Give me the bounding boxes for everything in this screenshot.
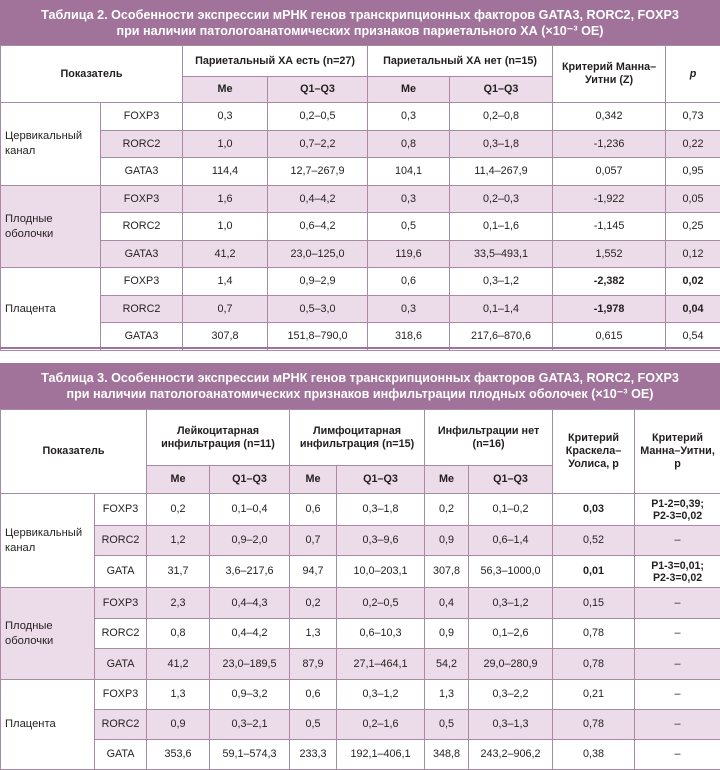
- p-cell: 0,73: [666, 103, 720, 131]
- me-cell: 1,3: [147, 680, 210, 710]
- gene-cell: GATA3: [101, 323, 183, 351]
- gene-cell: GATA: [95, 556, 147, 588]
- q-cell: 23,0–125,0: [268, 241, 368, 268]
- t2-header-me1: Me: [183, 77, 268, 103]
- me-cell: 353,6: [147, 740, 210, 770]
- kw-cell: 0,01: [553, 556, 635, 588]
- z-cell: -1,978: [553, 296, 666, 323]
- table-2-bottom-rule: [0, 347, 720, 349]
- p-cell: 0,02: [666, 268, 720, 296]
- table-3-caption-line2: при наличии патологоанатомических признаков инфильтрации плодных оболочек (×10⁻³ ОЕ): [8, 386, 712, 402]
- q-cell: 0,3–1,2: [450, 268, 553, 296]
- t3-header-q2: Q1–Q3: [337, 466, 425, 494]
- t2-header-q2: Q1–Q3: [450, 77, 553, 103]
- table-2-grid: [0, 45, 720, 351]
- gene-cell: FOXP3: [95, 680, 147, 710]
- me-cell: 0,5: [290, 710, 337, 740]
- table-row: [1, 213, 720, 241]
- q-cell: 59,1–574,3: [210, 740, 290, 770]
- me-cell: 0,9: [425, 619, 469, 649]
- mw-cell: –: [635, 588, 720, 619]
- mw-cell: –: [635, 740, 720, 770]
- me-cell: 1,0: [183, 213, 268, 241]
- me-cell: 233,3: [290, 740, 337, 770]
- table-2-caption: [0, 0, 720, 45]
- me-cell: 1,6: [183, 186, 268, 213]
- table-row: [1, 158, 720, 186]
- me-cell: 114,4: [183, 158, 268, 186]
- me-cell: 0,5: [368, 213, 450, 241]
- table-3-grid: [0, 409, 720, 770]
- mw-cell: [635, 556, 720, 588]
- table-row: [1, 556, 720, 588]
- q-cell: 0,1–0,4: [210, 494, 290, 526]
- mw-cell: –: [635, 710, 720, 740]
- table-row: [1, 296, 720, 323]
- p-cell: 0,04: [666, 296, 720, 323]
- kw-cell: 0,52: [553, 526, 635, 556]
- me-cell: 0,9: [425, 526, 469, 556]
- me-cell: 1,3: [290, 619, 337, 649]
- t3-header-indicator: Показатель: [1, 410, 147, 494]
- me-cell: 0,3: [183, 103, 268, 131]
- me-cell: 0,2: [425, 494, 469, 526]
- me-cell: 31,7: [147, 556, 210, 588]
- gene-cell: FOXP3: [101, 103, 183, 131]
- q-cell: 0,1–0,2: [469, 494, 553, 526]
- p-cell: 0,22: [666, 131, 720, 158]
- table-3-caption: [0, 363, 720, 409]
- q-cell: 27,1–464,1: [337, 649, 425, 680]
- mw-line-2: P2-3=0,02: [638, 510, 717, 522]
- table-row: [1, 186, 720, 213]
- t2-header-p: p: [666, 46, 720, 103]
- q-cell: 23,0–189,5: [210, 649, 290, 680]
- me-cell: 0,6: [290, 494, 337, 526]
- table-row: [1, 710, 720, 740]
- table-row: [1, 131, 720, 158]
- table-row: [1, 680, 720, 710]
- mw-cell: –: [635, 526, 720, 556]
- t2-header-indicator: Показатель: [1, 46, 183, 103]
- q-cell: 0,2–0,8: [450, 103, 553, 131]
- kw-cell: 0,15: [553, 588, 635, 619]
- kw-cell: 0,78: [553, 619, 635, 649]
- gene-cell: FOXP3: [101, 186, 183, 213]
- q-cell: 10,0–203,1: [337, 556, 425, 588]
- z-cell: -1,922: [553, 186, 666, 213]
- table-row: [1, 619, 720, 649]
- me-cell: 0,5: [425, 710, 469, 740]
- z-cell: 0,615: [553, 323, 666, 351]
- gene-cell: RORC2: [101, 296, 183, 323]
- z-cell: -2,382: [553, 268, 666, 296]
- q-cell: 0,1–2,6: [469, 619, 553, 649]
- q-cell: 0,1–1,6: [450, 213, 553, 241]
- kw-cell: 0,21: [553, 680, 635, 710]
- q-cell: 151,8–790,0: [268, 323, 368, 351]
- me-cell: 87,9: [290, 649, 337, 680]
- q-cell: 0,9–2,9: [268, 268, 368, 296]
- me-cell: 0,7: [290, 526, 337, 556]
- me-cell: 0,6: [368, 268, 450, 296]
- z-cell: 0,057: [553, 158, 666, 186]
- mw-cell: –: [635, 649, 720, 680]
- t2-group-name: Цервикальный канал: [1, 103, 101, 186]
- me-cell: 1,2: [147, 526, 210, 556]
- me-cell: 0,3: [368, 186, 450, 213]
- q-cell: 0,2–0,5: [337, 588, 425, 619]
- t3-header-me1: Me: [147, 466, 210, 494]
- q-cell: 0,1–1,4: [450, 296, 553, 323]
- q-cell: 0,3–1,2: [337, 680, 425, 710]
- me-cell: 0,9: [147, 710, 210, 740]
- table-row: [1, 526, 720, 556]
- q-cell: 33,5–493,1: [450, 241, 553, 268]
- t3-header-mw: Критерий Манна–Уитни, p: [635, 410, 720, 494]
- table-row: [1, 241, 720, 268]
- p-cell: 0,05: [666, 186, 720, 213]
- p-cell: 0,12: [666, 241, 720, 268]
- q-cell: 243,2–906,2: [469, 740, 553, 770]
- q-cell: 0,9–2,0: [210, 526, 290, 556]
- q-cell: 0,3–2,1: [210, 710, 290, 740]
- me-cell: 0,2: [147, 494, 210, 526]
- q-cell: 0,4–4,2: [210, 619, 290, 649]
- gene-cell: RORC2: [101, 213, 183, 241]
- gene-cell: GATA3: [101, 241, 183, 268]
- me-cell: 54,2: [425, 649, 469, 680]
- q-cell: 0,3–1,8: [337, 494, 425, 526]
- me-cell: 41,2: [183, 241, 268, 268]
- table-2-caption-line1: Таблица 2. Особенности экспрессии мРНК генов транскрипционных факторов GATA3, RORC2, FOXP3: [8, 7, 712, 23]
- me-cell: 318,6: [368, 323, 450, 351]
- mw-line-1: P1-2=0,39;: [638, 498, 717, 510]
- t3-header-me3: Me: [425, 466, 469, 494]
- me-cell: 1,4: [183, 268, 268, 296]
- kw-cell: 0,38: [553, 740, 635, 770]
- kw-cell: 0,78: [553, 649, 635, 680]
- me-cell: 119,6: [368, 241, 450, 268]
- me-cell: 0,8: [147, 619, 210, 649]
- q-cell: 0,3–9,6: [337, 526, 425, 556]
- t2-body: [1, 103, 720, 351]
- q-cell: 0,3–1,8: [450, 131, 553, 158]
- z-cell: -1,145: [553, 213, 666, 241]
- t3-header-q1: Q1–Q3: [210, 466, 290, 494]
- q-cell: 0,2–1,6: [337, 710, 425, 740]
- mw-line-2: P2-3=0,02: [638, 572, 717, 584]
- t2-group-name: Плодные оболочки: [1, 186, 101, 268]
- q-cell: 0,2–0,5: [268, 103, 368, 131]
- me-cell: 0,3: [368, 103, 450, 131]
- me-cell: 0,4: [425, 588, 469, 619]
- q-cell: 0,3–1,3: [469, 710, 553, 740]
- q-cell: 0,6–10,3: [337, 619, 425, 649]
- mw-cell: –: [635, 680, 720, 710]
- p-cell: 0,54: [666, 323, 720, 351]
- q-cell: 12,7–267,9: [268, 158, 368, 186]
- q-cell: 29,0–280,9: [469, 649, 553, 680]
- q-cell: 0,4–4,2: [268, 186, 368, 213]
- p-cell: 0,25: [666, 213, 720, 241]
- q-cell: 217,6–870,6: [450, 323, 553, 351]
- mw-line-1: P1-3=0,01;: [638, 560, 717, 572]
- t2-header-group1: Париетальный ХА есть (n=27): [183, 46, 368, 77]
- t3-header-kw: Критерий Краскела–Уолиса, p: [553, 410, 635, 494]
- table-2-caption-line2: при наличии патологоанатомических признаков париетального ХА (×10⁻³ ОЕ): [8, 23, 712, 39]
- q-cell: 0,3–2,2: [469, 680, 553, 710]
- kw-cell: 0,78: [553, 710, 635, 740]
- me-cell: 41,2: [147, 649, 210, 680]
- t3-group-name: Плацента: [1, 680, 95, 770]
- me-cell: 0,8: [368, 131, 450, 158]
- t3-header-q3: Q1–Q3: [469, 466, 553, 494]
- kw-cell: 0,03: [553, 494, 635, 526]
- t2-group-name: Плацента: [1, 268, 101, 351]
- t3-header-me2: Me: [290, 466, 337, 494]
- gene-cell: GATA: [95, 740, 147, 770]
- q-cell: 3,6–217,6: [210, 556, 290, 588]
- z-cell: -1,236: [553, 131, 666, 158]
- table-row: [1, 649, 720, 680]
- q-cell: 192,1–406,1: [337, 740, 425, 770]
- p-cell: 0,95: [666, 158, 720, 186]
- gene-cell: RORC2: [95, 619, 147, 649]
- gene-cell: FOXP3: [95, 494, 147, 526]
- table-row: [1, 103, 720, 131]
- gene-cell: RORC2: [101, 131, 183, 158]
- t2-header-test: Критерий Манна–Уитни (Z): [553, 46, 666, 103]
- mw-cell: [635, 494, 720, 526]
- q-cell: 0,6–4,2: [268, 213, 368, 241]
- t3-header-group1: Лейкоцитарная инфильтрация (n=11): [147, 410, 290, 466]
- q-cell: 0,6–1,4: [469, 526, 553, 556]
- z-cell: 0,342: [553, 103, 666, 131]
- me-cell: 0,3: [368, 296, 450, 323]
- q-cell: 0,3–1,2: [469, 588, 553, 619]
- t2-header-me2: Me: [368, 77, 450, 103]
- me-cell: 348,8: [425, 740, 469, 770]
- me-cell: 0,6: [290, 680, 337, 710]
- t3-group-name: Цервикальный канал: [1, 494, 95, 588]
- gene-cell: GATA3: [101, 158, 183, 186]
- table-row: [1, 268, 720, 296]
- q-cell: 0,5–3,0: [268, 296, 368, 323]
- gene-cell: FOXP3: [95, 588, 147, 619]
- me-cell: 2,3: [147, 588, 210, 619]
- mw-cell: –: [635, 619, 720, 649]
- q-cell: 0,4–4,3: [210, 588, 290, 619]
- t3-body: [1, 494, 720, 770]
- q-cell: 0,9–3,2: [210, 680, 290, 710]
- me-cell: 0,2: [290, 588, 337, 619]
- gene-cell: FOXP3: [101, 268, 183, 296]
- q-cell: 0,2–0,3: [450, 186, 553, 213]
- gene-cell: RORC2: [95, 710, 147, 740]
- t2-header-q1: Q1–Q3: [268, 77, 368, 103]
- table-row: [1, 740, 720, 770]
- table-row: [1, 494, 720, 526]
- t3-header-group3: Инфильтрации нет (n=16): [425, 410, 553, 466]
- q-cell: 56,3–1000,0: [469, 556, 553, 588]
- me-cell: 307,8: [425, 556, 469, 588]
- gene-cell: RORC2: [95, 526, 147, 556]
- q-cell: 11,4–267,9: [450, 158, 553, 186]
- t2-header-group2: Париетальный ХА нет (n=15): [368, 46, 553, 77]
- table-3-caption-line1: Таблица 3. Особенности экспрессии мРНК генов транскрипционных факторов GATA3, RORC2, FOXP3: [8, 370, 712, 386]
- me-cell: 307,8: [183, 323, 268, 351]
- me-cell: 1,3: [425, 680, 469, 710]
- z-cell: 1,552: [553, 241, 666, 268]
- me-cell: 94,7: [290, 556, 337, 588]
- me-cell: 1,0: [183, 131, 268, 158]
- me-cell: 104,1: [368, 158, 450, 186]
- t3-header-group2: Лимфоцитарная инфильтрация (n=15): [290, 410, 425, 466]
- table-2: [0, 0, 720, 351]
- gene-cell: GATA: [95, 649, 147, 680]
- me-cell: 0,7: [183, 296, 268, 323]
- q-cell: 0,7–2,2: [268, 131, 368, 158]
- table-3: [0, 363, 720, 770]
- table-row: [1, 588, 720, 619]
- t3-group-name: Плодные оболочки: [1, 588, 95, 680]
